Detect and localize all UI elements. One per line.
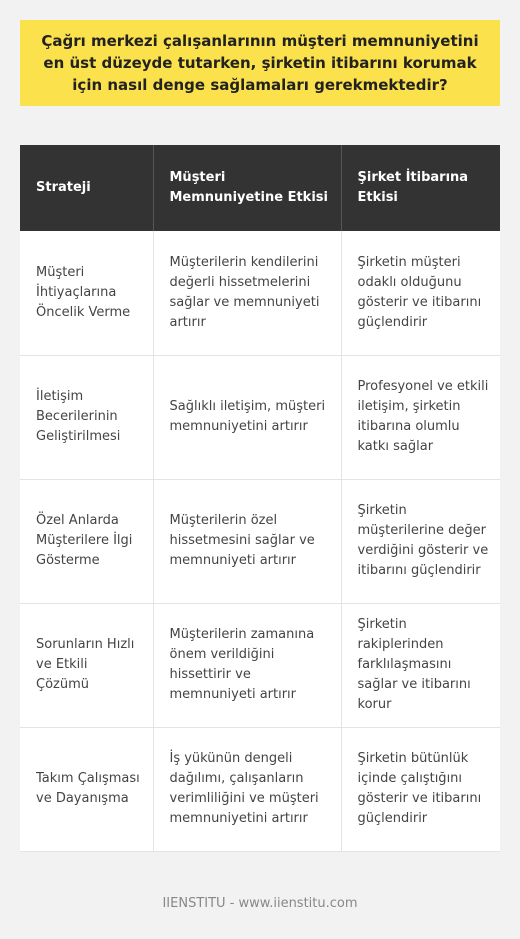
table-header-row bbox=[20, 145, 500, 231]
cell-satisfaction-effect: Müşterilerin zamanına önem verildiğini hissettirir ve memnuniyeti artırır bbox=[153, 603, 341, 727]
strategy-table bbox=[20, 145, 500, 852]
table-row bbox=[20, 231, 500, 355]
footer-credit: IIENSTITU - www.iienstitu.com bbox=[162, 896, 358, 911]
cell-reputation-effect: Şirketin müşteri odaklı olduğunu gösterir ve itibarını güçlendirir bbox=[341, 231, 500, 355]
cell-strategy: Müşteri İhtiyaçlarına Öncelik Verme bbox=[20, 231, 153, 355]
table-row bbox=[20, 355, 500, 479]
cell-strategy: Özel Anlarda Müşterilere İlgi Gösterme bbox=[20, 479, 153, 603]
cell-satisfaction-effect: Müşterilerin özel hissetmesini sağlar ve memnuniyeti artırır bbox=[153, 479, 341, 603]
title-banner bbox=[20, 20, 500, 106]
cell-satisfaction-effect: İş yükünün dengeli dağılımı, çalışanların verimliliğini ve müşteri memnuniyetini artırır bbox=[153, 727, 341, 851]
cell-reputation-effect: Şirketin bütünlük içinde çalıştığını gösterir ve itibarını güçlendirir bbox=[341, 727, 500, 851]
table-row bbox=[20, 479, 500, 603]
cell-strategy: Takım Çalışması ve Dayanışma bbox=[20, 727, 153, 851]
header-strategy: Strateji bbox=[20, 145, 153, 231]
header-company-reputation: Şirket İtibarına Etkisi bbox=[341, 145, 500, 231]
cell-reputation-effect: Profesyonel ve etkili iletişim, şirketin itibarına olumlu katkı sağlar bbox=[341, 355, 500, 479]
table-row bbox=[20, 727, 500, 851]
cell-reputation-effect: Şirketin rakiplerinden farklılaşmasını sağlar ve itibarını korur bbox=[341, 603, 500, 727]
cell-strategy: İletişim Becerilerinin Geliştirilmesi bbox=[20, 355, 153, 479]
page-title: Çağrı merkezi çalışanlarının müşteri memnuniyetini en üst düzeyde tutarken, şirketin itibarını korumak için nasıl denge sağlamaları gerekmektedir? bbox=[41, 32, 479, 94]
table-row bbox=[20, 603, 500, 727]
cell-satisfaction-effect: Sağlıklı iletişim, müşteri memnuniyetini artırır bbox=[153, 355, 341, 479]
cell-strategy: Sorunların Hızlı ve Etkili Çözümü bbox=[20, 603, 153, 727]
cell-satisfaction-effect: Müşterilerin kendilerini değerli hissetmelerini sağlar ve memnuniyeti artırır bbox=[153, 231, 341, 355]
cell-reputation-effect: Şirketin müşterilerine değer verdiğini gösterir ve itibarını güçlendirir bbox=[341, 479, 500, 603]
header-customer-satisfaction: Müşteri Memnuniyetine Etkisi bbox=[153, 145, 341, 231]
